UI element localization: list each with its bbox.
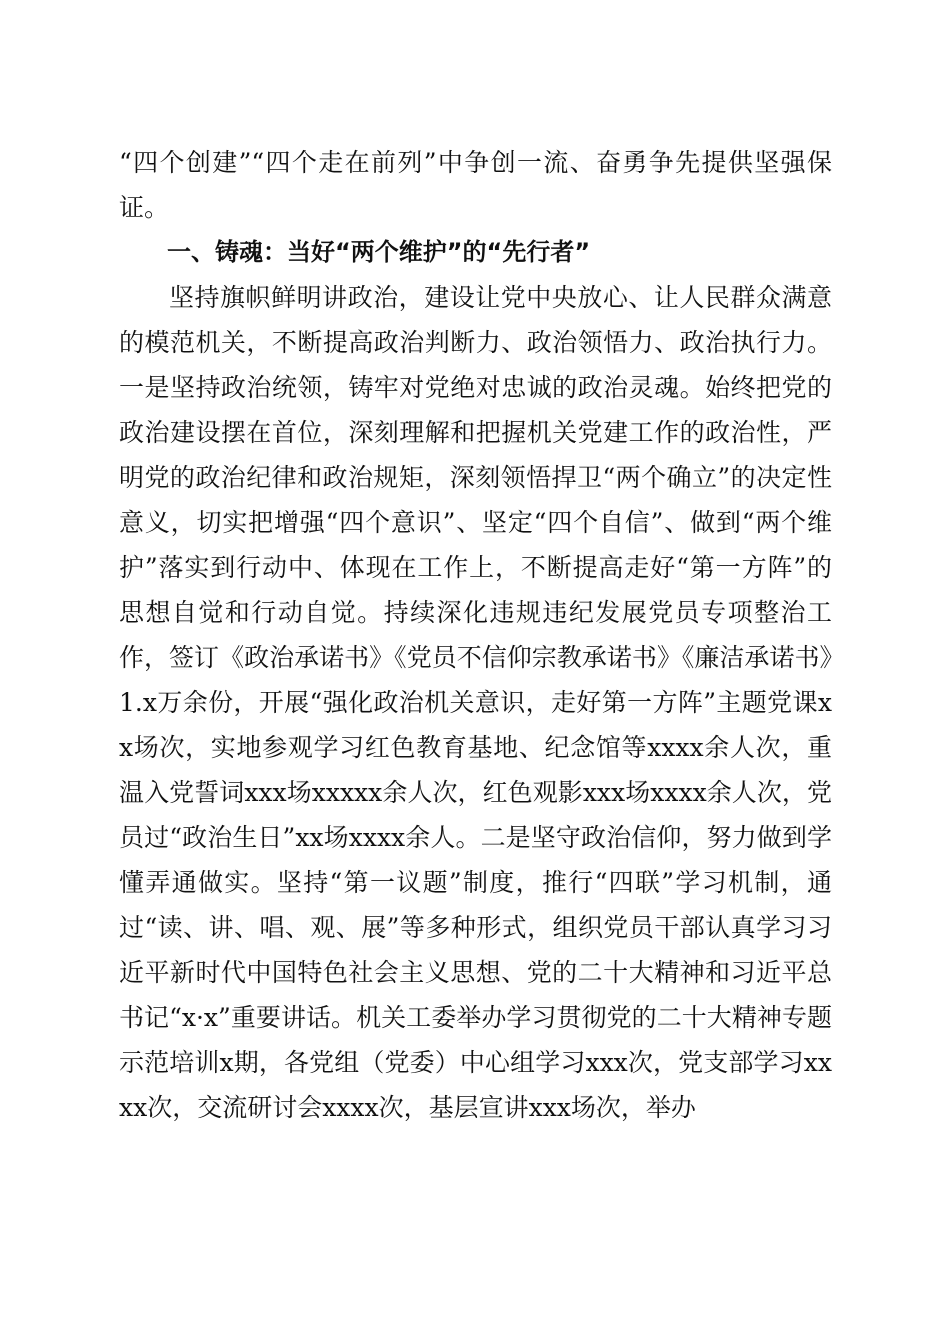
- document-body: [119, 140, 832, 1130]
- body-paragraph: 坚持旗帜鲜明讲政治，建设让党中央放心、让人民群众满意的模范机关，不断提高政治判断力、政治领悟力、政治执行力。一是坚持政治统领，铸牢对党绝对忠诚的政治灵魂。始终把党的政治建设摆在首位，深刻理解和把握机关党建工作的政治性，严明党的政治纪律和政治规矩，深刻领悟捍卫“两个确立”的决定性意义，切实把增强“四个意识”、坚定“四个自信”、做到“两个维护”落实到行动中、体现在工作上，不断提高走好“第一方阵”的思想自觉和行动自觉。持续深化违规违纪发展党员专项整治工作，签订《政治承诺书》《党员不信仰宗教承诺书》《廉洁承诺书》1.x万余份，开展“强化政治机关意识，走好第一方阵”主题党课xx场次，实地参观学习红色教育基地、纪念馆等xxxx余人次，重温入党誓词xxx场xxxxx余人次，红色观影xxx场xxxx余人次，党员过“政治生日”xx场xxxx余人。二是坚守政治信仰，努力做到学懂弄通做实。坚持“第一议题”制度，推行“四联”学习机制，通过“读、讲、唱、观、展”等多种形式，组织党员干部认真学习习近平新时代中国特色社会主义思想、党的二十大精神和习近平总书记“x·x”重要讲话。机关工委举办学习贯彻党的二十大精神专题示范培训x期，各党组（党委）中心组学习xxx次，党支部学习xxxx次，交流研讨会xxxx次，基层宣讲xxx场次，举办: [119, 283, 832, 1122]
- opening-paragraph: “四个创建”“四个走在前列”中争创一流、奋勇争先提供坚强保证。: [119, 148, 832, 222]
- section-heading: 一、铸魂：当好“两个维护”的“先行者”: [167, 238, 591, 266]
